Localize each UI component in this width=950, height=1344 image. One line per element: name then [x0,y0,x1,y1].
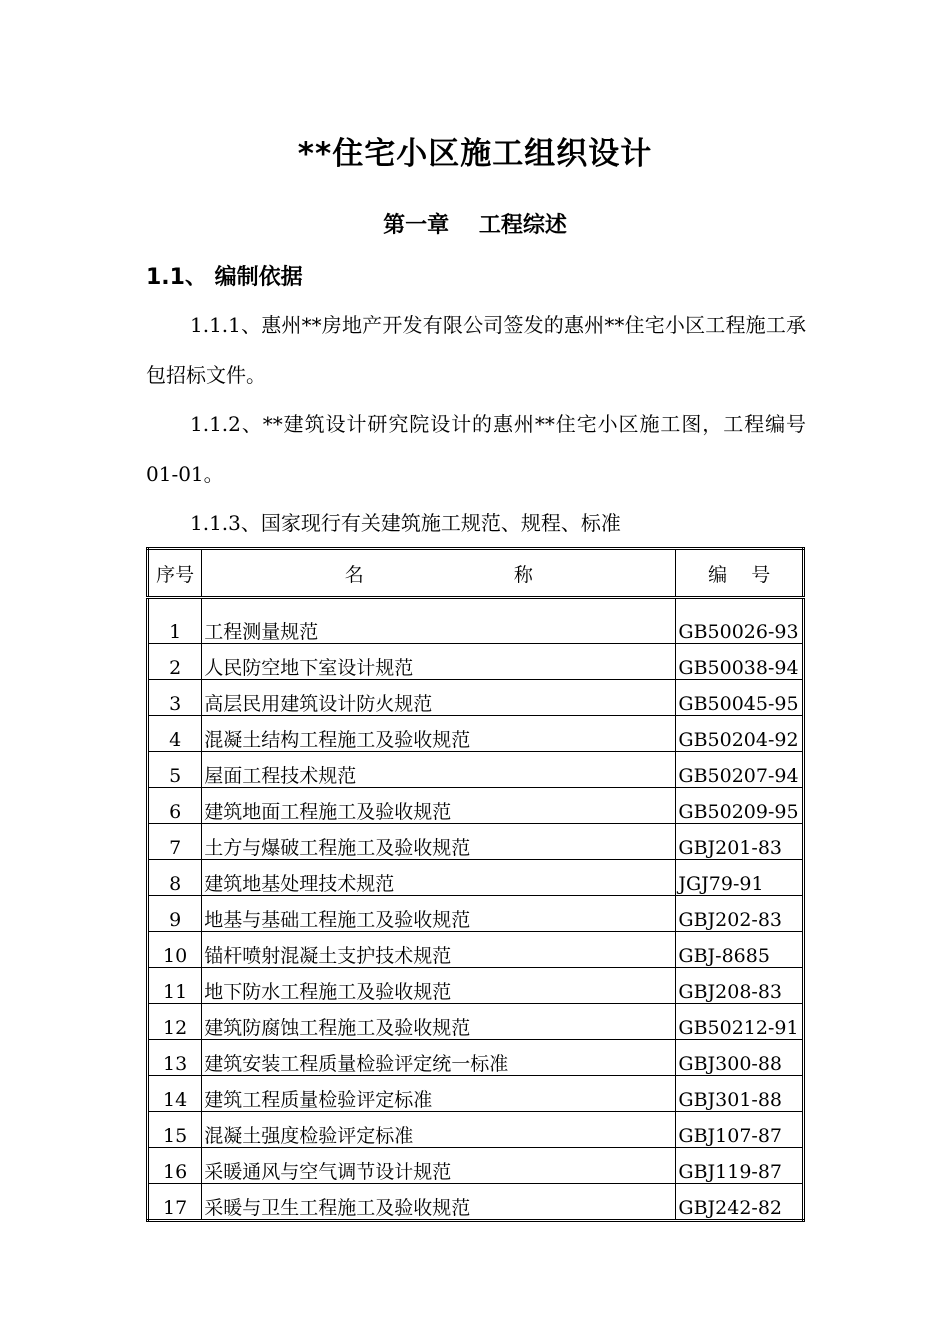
row-standard-name: 建筑防腐蚀工程施工及验收规范 [202,1004,676,1040]
paragraph-1-1-2: 1.1.2、**建筑设计研究院设计的惠州**住宅小区施工图，工程编号01-01。 [146,412,806,486]
row-standard-code: GB50209-95 [676,788,804,824]
row-standard-name: 采暖通风与空气调节设计规范 [202,1148,676,1184]
row-standard-name: 建筑安装工程质量检验评定统一标准 [202,1040,676,1076]
standards-table [146,547,805,1222]
row-serial-number: 16 [148,1148,202,1184]
chapter-heading: 第一章 工程综述 [383,213,567,238]
table-row [148,1076,804,1112]
row-standard-code: GBJ300-88 [676,1040,804,1076]
row-standard-name: 混凝土强度检验评定标准 [202,1112,676,1148]
row-standard-name: 高层民用建筑设计防火规范 [202,680,676,716]
document-title: **住宅小区施工组织设计 [297,136,653,172]
row-serial-number: 12 [148,1004,202,1040]
row-standard-name: 锚杆喷射混凝土支护技术规范 [202,932,676,968]
row-standard-code: GBJ242-82 [676,1184,804,1221]
row-serial-number: 8 [148,860,202,896]
table-row [148,968,804,1004]
paragraph-1-1-1: 1.1.1、惠州**房地产开发有限公司签发的惠州**住宅小区工程施工承包招标文件。 [146,313,806,387]
table-row [148,932,804,968]
row-serial-number: 15 [148,1112,202,1148]
table-header-row [148,549,804,598]
row-serial-number: 4 [148,716,202,752]
row-standard-code: GBJ107-87 [676,1112,804,1148]
table-row [148,1148,804,1184]
row-standard-code: GBJ201-83 [676,824,804,860]
row-standard-code: GBJ-8685 [676,932,804,968]
table-row [148,1004,804,1040]
row-serial-number: 10 [148,932,202,968]
table-row [148,680,804,716]
row-serial-number: 13 [148,1040,202,1076]
row-standard-code: GB50204-92 [676,716,804,752]
table-row [148,824,804,860]
row-standard-name: 地下防水工程施工及验收规范 [202,968,676,1004]
row-standard-name: 屋面工程技术规范 [202,752,676,788]
row-standard-code: GBJ208-83 [676,968,804,1004]
table-row [148,896,804,932]
row-standard-name: 采暖与卫生工程施工及验收规范 [202,1184,676,1221]
row-serial-number: 17 [148,1184,202,1221]
header-name-right: 称 [513,563,533,586]
table-row [148,716,804,752]
row-serial-number: 2 [148,644,202,680]
table-row [148,788,804,824]
row-standard-name: 土方与爆破工程施工及验收规范 [202,824,676,860]
row-standard-name: 建筑地基处理技术规范 [202,860,676,896]
row-serial-number: 11 [148,968,202,1004]
row-serial-number: 9 [148,896,202,932]
row-standard-code: GBJ202-83 [676,896,804,932]
header-code-left: 编 [708,563,728,586]
row-serial-number: 14 [148,1076,202,1112]
row-serial-number: 7 [148,824,202,860]
table-row [148,860,804,896]
table-row [148,1184,804,1221]
row-standard-name: 工程测量规范 [202,598,676,644]
row-standard-name: 地基与基础工程施工及验收规范 [202,896,676,932]
row-standard-name: 人民防空地下室设计规范 [202,644,676,680]
row-standard-code: GB50207-94 [676,752,804,788]
header-serial-number: 序号 [148,549,202,598]
row-standard-code: GB50045-95 [676,680,804,716]
row-standard-code: JGJ79-91 [676,860,804,896]
table-body [148,598,804,1221]
table-row [148,752,804,788]
table-row [148,1112,804,1148]
row-serial-number: 6 [148,788,202,824]
section-heading: 1.1、 编制依据 [146,265,303,290]
row-standard-code: GB50038-94 [676,644,804,680]
header-name [202,549,676,598]
table-row [148,1040,804,1076]
row-standard-name: 建筑地面工程施工及验收规范 [202,788,676,824]
header-code-right: 号 [751,563,771,586]
row-standard-code: GBJ119-87 [676,1148,804,1184]
header-code [676,549,804,598]
row-serial-number: 1 [148,598,202,644]
row-standard-name: 建筑工程质量检验评定标准 [202,1076,676,1112]
row-serial-number: 3 [148,680,202,716]
paragraph-1-1-3: 1.1.3、国家现行有关建筑施工规范、规程、标准 [190,511,621,535]
row-serial-number: 5 [148,752,202,788]
row-standard-code: GB50026-93 [676,598,804,644]
table-row [148,644,804,680]
row-standard-name: 混凝土结构工程施工及验收规范 [202,716,676,752]
header-name-left: 名 [344,563,364,586]
row-standard-code: GB50212-91 [676,1004,804,1040]
row-standard-code: GBJ301-88 [676,1076,804,1112]
table-row [148,598,804,644]
